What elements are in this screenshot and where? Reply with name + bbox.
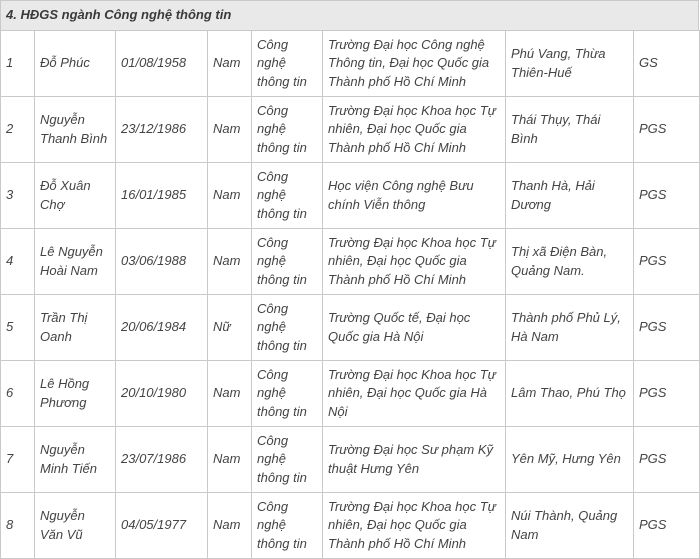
field-of-study-cell: Công nghệ thông tin [252,427,323,493]
institution-cell: Học viện Công nghệ Bưu chính Viễn thông [323,163,506,229]
institution-cell: Trường Đại học Khoa học Tự nhiên, Đại học Quốc gia Thành phố Hồ Chí Minh [323,229,506,295]
table-row [1,163,700,229]
field-of-study-cell: Công nghệ thông tin [252,493,323,559]
candidate-name-cell: Lê Nguyễn Hoài Nam [35,229,116,295]
institution-cell: Trường Đại học Khoa học Tự nhiên, Đại học Quốc gia Hà Nội [323,361,506,427]
hometown-cell: Thanh Hà, Hải Dương [506,163,634,229]
row-index-cell: 3 [1,163,35,229]
academic-title-cell: PGS [634,427,700,493]
gender-cell: Nam [208,427,252,493]
section-title: 4. HĐGS ngành Công nghệ thông tin [0,0,699,30]
academic-title-cell: GS [634,31,700,97]
table-row [1,493,700,559]
table-row [1,427,700,493]
gender-cell: Nam [208,97,252,163]
hometown-cell: Yên Mỹ, Hưng Yên [506,427,634,493]
candidate-name-cell: Lê Hồng Phương [35,361,116,427]
row-index-cell: 4 [1,229,35,295]
field-of-study-cell: Công nghệ thông tin [252,163,323,229]
hometown-cell: Phú Vang, Thừa Thiên-Huế [506,31,634,97]
institution-cell: Trường Đại học Khoa học Tự nhiên, Đại học Quốc gia Thành phố Hồ Chí Minh [323,493,506,559]
row-index-cell: 5 [1,295,35,361]
birth-date-cell: 16/01/1985 [116,163,208,229]
table-row [1,97,700,163]
academic-title-cell: PGS [634,163,700,229]
gender-cell: Nam [208,229,252,295]
field-of-study-cell: Công nghệ thông tin [252,295,323,361]
table-row [1,295,700,361]
birth-date-cell: 23/12/1986 [116,97,208,163]
candidate-name-cell: Nguyễn Thanh Bình [35,97,116,163]
institution-cell: Trường Đại học Khoa học Tự nhiên, Đại học Quốc gia Thành phố Hồ Chí Minh [323,97,506,163]
academic-title-cell: PGS [634,295,700,361]
hometown-cell: Thành phố Phủ Lý, Hà Nam [506,295,634,361]
birth-date-cell: 20/10/1980 [116,361,208,427]
gender-cell: Nam [208,361,252,427]
candidate-name-cell: Đỗ Xuân Chợ [35,163,116,229]
table-row [1,31,700,97]
candidate-name-cell: Nguyễn Minh Tiến [35,427,116,493]
table-row [1,229,700,295]
gender-cell: Nữ [208,295,252,361]
birth-date-cell: 23/07/1986 [116,427,208,493]
gender-cell: Nam [208,31,252,97]
row-index-cell: 8 [1,493,35,559]
gender-cell: Nam [208,163,252,229]
academic-title-cell: PGS [634,229,700,295]
table-body [1,31,700,559]
table-row [1,361,700,427]
hometown-cell: Thị xã Điện Bàn, Quảng Nam. [506,229,634,295]
hometown-cell: Thái Thụy, Thái Bình [506,97,634,163]
field-of-study-cell: Công nghệ thông tin [252,31,323,97]
field-of-study-cell: Công nghệ thông tin [252,229,323,295]
field-of-study-cell: Công nghệ thông tin [252,97,323,163]
row-index-cell: 7 [1,427,35,493]
candidate-name-cell: Đỗ Phúc [35,31,116,97]
institution-cell: Trường Đại học Sư phạm Kỹ thuật Hưng Yên [323,427,506,493]
academic-title-cell: PGS [634,97,700,163]
birth-date-cell: 20/06/1984 [116,295,208,361]
academic-title-cell: PGS [634,493,700,559]
candidate-name-cell: Trần Thị Oanh [35,295,116,361]
candidate-table [0,30,700,559]
academic-title-cell: PGS [634,361,700,427]
row-index-cell: 6 [1,361,35,427]
gender-cell: Nam [208,493,252,559]
row-index-cell: 1 [1,31,35,97]
candidate-name-cell: Nguyễn Văn Vũ [35,493,116,559]
field-of-study-cell: Công nghệ thông tin [252,361,323,427]
institution-cell: Trường Quốc tế, Đại học Quốc gia Hà Nội [323,295,506,361]
birth-date-cell: 01/08/1958 [116,31,208,97]
hometown-cell: Núi Thành, Quảng Nam [506,493,634,559]
hometown-cell: Lâm Thao, Phú Thọ [506,361,634,427]
institution-cell: Trường Đại học Công nghệ Thông tin, Đại học Quốc gia Thành phố Hồ Chí Minh [323,31,506,97]
birth-date-cell: 03/06/1988 [116,229,208,295]
row-index-cell: 2 [1,97,35,163]
birth-date-cell: 04/05/1977 [116,493,208,559]
